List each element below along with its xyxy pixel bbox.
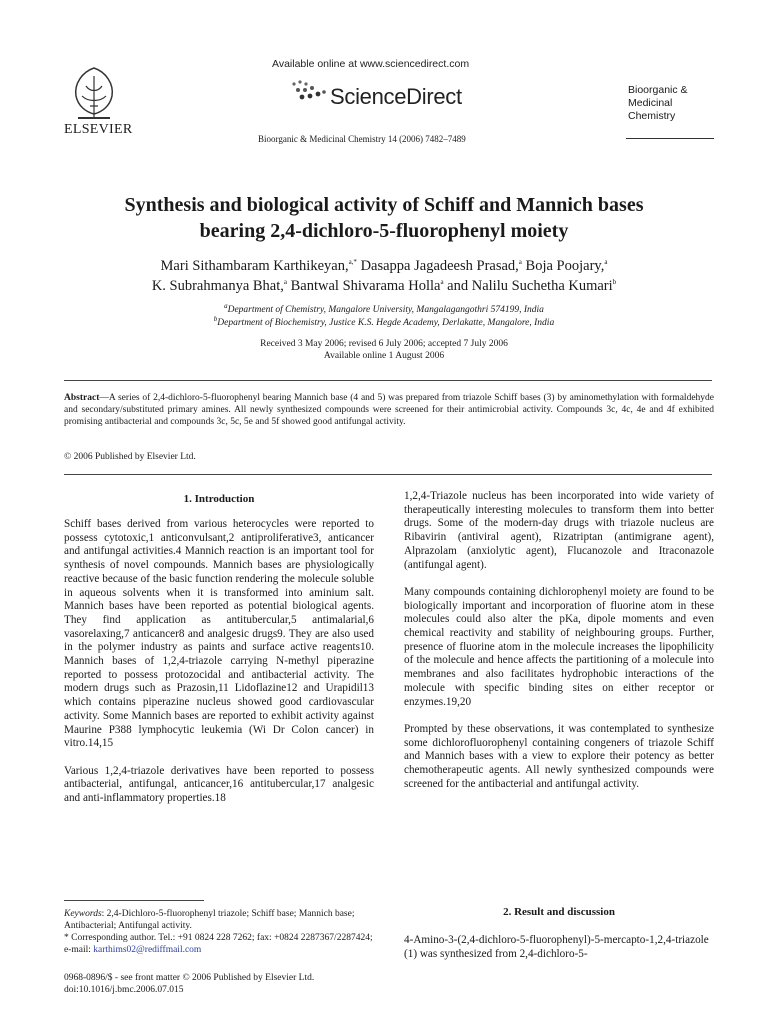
publisher-name: ELSEVIER (64, 122, 133, 137)
issn-line: 0968-0896/$ - see front matter © 2006 Published by Elsevier Ltd. (64, 973, 315, 983)
right-column-continued (404, 934, 714, 975)
author: Bantwal Shivarama Holla$^a$ (290, 278, 444, 294)
journal-name-line: Bioorganic & (628, 84, 688, 96)
journal-name-line: Medicinal (628, 97, 673, 109)
author-list (0, 256, 768, 296)
affiliation: $^a$Department of Chemistry, Mangalore University, Mangalagangothri 574199, India (224, 301, 544, 315)
right-column (404, 490, 714, 805)
page-footer (64, 972, 374, 996)
abstract-copyright: © 2006 Published by Elsevier Ltd. (64, 452, 196, 462)
abstract (64, 392, 714, 428)
received-dates: Received 3 May 2006; revised 6 July 2006; accepted 7 July 2006 (260, 339, 508, 349)
abstract-top-rule (64, 380, 712, 381)
keywords: Keywords: 2,4-Dichloro-5-fluorophenyl triazole; Schiff base; Mannich base; Antibacterial; Antifungal activity. (64, 909, 355, 931)
abstract-text: —A series of 2,4-dichloro-5-fluorophenyl bearing Mannich base (4 and 5) was prepared from triazole Schiff bases (3) by aminomethylation with formaldehyde and secondary/substituted primary amines. All newly synthesized compounds were screened for their antimicrobial activity. Compounds 3c, 4c, 4e and 4f exhibited promising antibacterial and compounds 3c, 5c, 5e and 5f showed good antifungal activity. (64, 393, 714, 427)
journal-name-box (628, 84, 728, 123)
paragraph: 4-Amino-3-(2,4-dichloro-5-fluorophenyl)-5-mercapto-1,2,4-triazole (1) was synthesized from 2,4-dichloro-5- (404, 934, 709, 960)
author: Dasappa Jagadeesh Prasad,$^a$ (360, 258, 522, 274)
paragraph: Schiff bases derived from various heterocycles were reported to possess cytotoxic,1 anticonvulsant,2 antiproliferative3, anticancer and antifungal activities.4 Mannich reaction is an important tool for synthesis of novel compounds. Mannich bases are physiologically reactive because of the basic function rendering the molecule soluble in aqueous solvents when it is transformed into aminium salt. Mannich bases have been reported as potential biological agents. They find application as antitubercular,5 antimalarial,6 vasorelaxing,7 anticancer8 and analgesic drugs9. They are also used in the polymer industry as paints and surface active reagents10. Mannich bases of 1,2,4-triazole carrying N-methyl piperazine reported to possess protozocidal and antibacterial activity. The modern drugs such as Prazosin,11 Lidoflazine12 and Urapidil13 which contains piperazine nucleus showed good cardiovascular activity. Some Mannich bases are reported to exhibit activity against Maurine P388 lymphocytic leukemia (Wi Dr Colon cancer) in vitro.14,15 (64, 518, 374, 750)
left-column (64, 518, 374, 819)
abstract-label: Abstract (64, 393, 100, 403)
paragraph: Prompted by these observations, it was contemplated to synthesize some dichlorofluorophenyl containing congeners of triazole Schiff and Mannich bases with a view to explore their potency as better chemotherapeutic agents. All newly synthesized compounds were screened for the antibacterial and antifungal activity. (404, 722, 714, 790)
author: K. Subrahmanya Bhat,$^a$ (151, 278, 288, 294)
sciencedirect-wordmark: ScienceDirect (330, 84, 462, 109)
paragraph: 1,2,4-Triazole nucleus has been incorporated into wide variety of therapeutically interesting molecules to transform them into better drugs. Some of the modern-day drugs with triazole nucleus are Ribavirin (antiviral agent), Rizatriptan (antimigrane agent), Alprazolam (anxiolytic agent), Flucanozole and Itraconazole (antifungal agent). (404, 490, 714, 571)
journal-name-line: Chemistry (628, 110, 676, 122)
article-dates (0, 338, 768, 362)
author: and Nalilu Suchetha Kumari$^b$ (447, 278, 617, 294)
journal-citation: Bioorganic & Medicinal Chemistry 14 (2006) 7482–7489 (258, 134, 466, 144)
author: Boja Poojary,$^a$ (525, 258, 608, 274)
author: Mari Sithambaram Karthikeyan,$^{a,*}$ (160, 258, 357, 274)
paragraph: Various 1,2,4-triazole derivatives have been reported to possess antibacterial, antifungal, anticancer,16 antitubercular,17 analgesic and anti-inflammatory properties.18 (64, 764, 374, 805)
footnotes (64, 908, 374, 956)
article-title (0, 192, 768, 244)
paragraph: Many compounds containing dichlorophenyl moiety are found to be biologically important and incorporation of fluorine atom in these molecules could also alter the pKa, dipole moments and even chemical reactivity and stability of neighbouring groups. Further, presence of fluorine atom in the molecule increases the lipophilicity of the molecule and hence affects the partitioning of a molecule into membranes and also facilitates hydrophobic interactions of the molecule with specific binding sites on either receptor or enzymes.19,20 (404, 585, 714, 708)
abstract-bottom-rule (64, 474, 712, 475)
corresponding-author: * Corresponding author. Tel.: +91 0824 228 7262; fax: +0824 2287367/2287424; e-mail: karthims02@rediffmail.com (64, 933, 373, 955)
doi-line[interactable]: doi:10.1016/j.bmc.2006.07.015 (64, 985, 184, 995)
section-heading-results: 2. Result and discussion (503, 906, 615, 918)
available-online-text: Available online at www.sciencedirect.com (272, 58, 470, 70)
affiliations (0, 301, 768, 330)
affiliation: $^b$Department of Biochemistry, Justice K.S. Hegde Academy, Derlakatte, Mangalore, India (213, 314, 555, 328)
footnote-rule (64, 900, 204, 901)
online-date: Available online 1 August 2006 (323, 351, 445, 361)
title-line-1: Synthesis and biological activity of Schiff and Mannich bases (124, 194, 644, 216)
email-link[interactable]: karthims02@rediffmail.com (93, 945, 202, 955)
elsevier-logo (64, 62, 124, 122)
title-line-2: bearing 2,4-dichloro-5-fluorophenyl moiety (199, 220, 569, 242)
section-heading-introduction: 1. Introduction (183, 493, 255, 505)
sciencedirect-icon (290, 78, 330, 107)
journal-divider (626, 138, 714, 139)
